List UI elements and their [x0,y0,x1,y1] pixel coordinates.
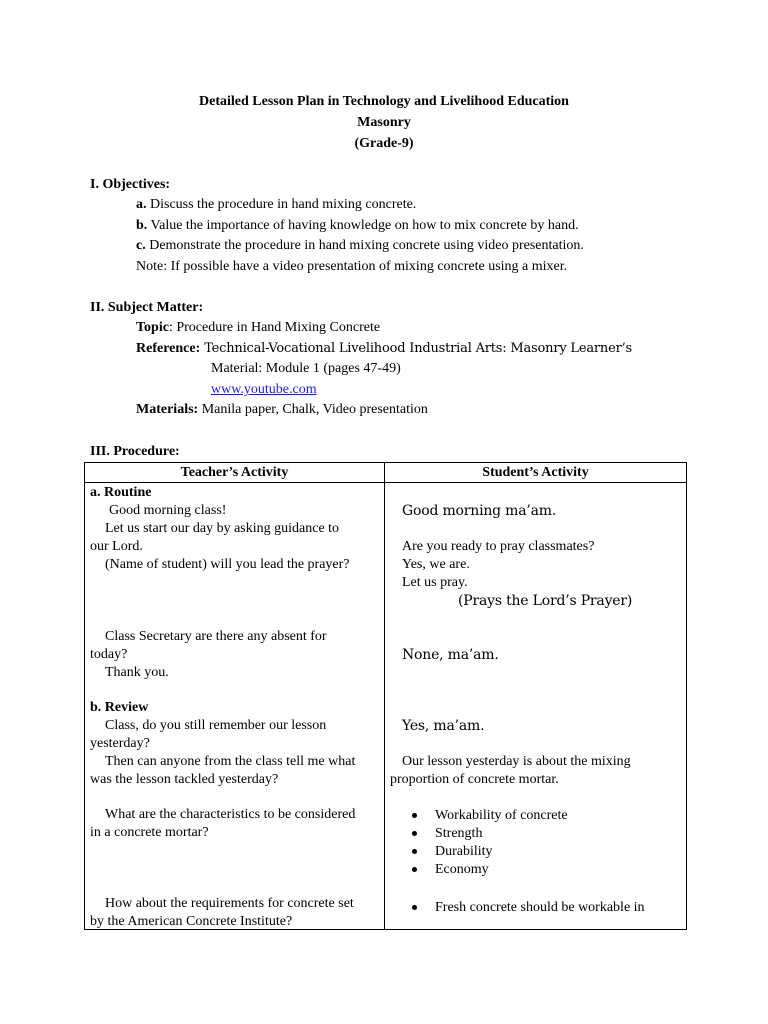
student-activity-cell [385,483,687,930]
objectives-note: Note: If possible have a video presentation of mixing concrete using a mixer. [136,259,568,274]
student-activity-header: Student’s Activity [385,463,687,483]
teacher-line: Class Secretary are there any absent for [105,629,327,644]
youtube-link[interactable]: www.youtube.com [211,382,317,397]
teacher-line: Thank you. [105,665,169,680]
characteristic-item: Strength [435,826,483,841]
routine-heading: a. Routine [90,485,152,500]
document-subject: Masonry [357,115,411,130]
bullet-icon [412,831,417,836]
reference-value: Technical-Vocational Livelihood Industrial Arts: Masonry Learner’s [200,341,632,356]
student-line: Good morning ma’am. [402,503,557,519]
characteristic-item: Durability [435,844,493,859]
objective-c-letter: c. [136,238,146,253]
procedure-heading: III. Procedure: [90,444,180,459]
teacher-line: yesterday? [90,736,150,751]
requirement-item: Fresh concrete should be workable in [435,900,645,915]
bullet-icon [412,849,417,854]
materials-line [136,400,428,420]
reference-label: Reference: [136,341,201,356]
student-line: Yes, ma’am. [402,718,485,734]
objective-b-letter: b. [136,218,148,233]
student-line: Yes, we are. [402,557,470,572]
teacher-line: What are the characteristics to be considered [105,807,356,822]
bullet-icon [412,905,417,910]
teacher-line: (Name of student) will you lead the prayer? [105,557,350,572]
objective-a-text: Discuss the procedure in hand mixing concrete. [146,197,417,212]
document-grade: (Grade-9) [354,136,414,151]
student-line: Are you ready to pray classmates? [402,539,595,554]
topic-line [136,318,380,338]
reference-continuation: Material: Module 1 (pages 47-49) [211,361,401,376]
teacher-line: our Lord. [90,539,143,554]
teacher-line: How about the requirements for concrete set [105,896,354,911]
reference-link-line [211,380,317,400]
student-line: Our lesson yesterday is about the mixing [402,754,631,769]
bullet-icon [412,813,417,818]
objective-c-text: Demonstrate the procedure in hand mixing concrete using video presentation. [145,238,584,253]
teacher-line: today? [90,647,128,662]
bullet-icon [412,867,417,872]
characteristic-item: Workability of concrete [435,808,568,823]
objective-b [136,216,579,236]
teacher-activity-header: Teacher’s Activity [85,463,385,483]
teacher-line: Then can anyone from the class tell me what [105,754,356,769]
reference-line [136,339,632,359]
student-line: proportion of concrete mortar. [390,772,559,787]
objective-a-letter: a. [136,197,147,212]
review-heading: b. Review [90,700,149,715]
student-line: None, ma’am. [402,647,499,663]
teacher-line: Class, do you still remember our lesson [105,718,327,733]
objectives-heading: I. Objectives: [90,177,171,192]
objective-b-text: Value the importance of having knowledge on how to mix concrete by hand. [147,218,579,233]
student-line: Let us pray. [402,575,468,590]
teacher-activity-cell [85,483,385,930]
procedure-table [84,462,687,930]
subject-matter-heading: II. Subject Matter: [90,300,204,315]
materials-value: Manila paper, Chalk, Video presentation [198,402,428,417]
characteristic-item: Economy [435,862,489,877]
teacher-line: in a concrete mortar? [90,825,209,840]
objective-a [136,195,416,215]
teacher-line: by the American Concrete Institute? [90,914,293,929]
topic-label: Topic [136,320,169,335]
materials-label: Materials: [136,402,199,417]
teacher-line: Good morning class! [109,503,227,518]
document-title: Detailed Lesson Plan in Technology and Livelihood Education [199,94,569,109]
teacher-line: was the lesson tackled yesterday? [90,772,279,787]
objective-c [136,236,584,256]
student-line: (Prays the Lord’s Prayer) [458,593,633,609]
teacher-line: Let us start our day by asking guidance to [105,521,340,536]
topic-value: : Procedure in Hand Mixing Concrete [168,320,381,335]
